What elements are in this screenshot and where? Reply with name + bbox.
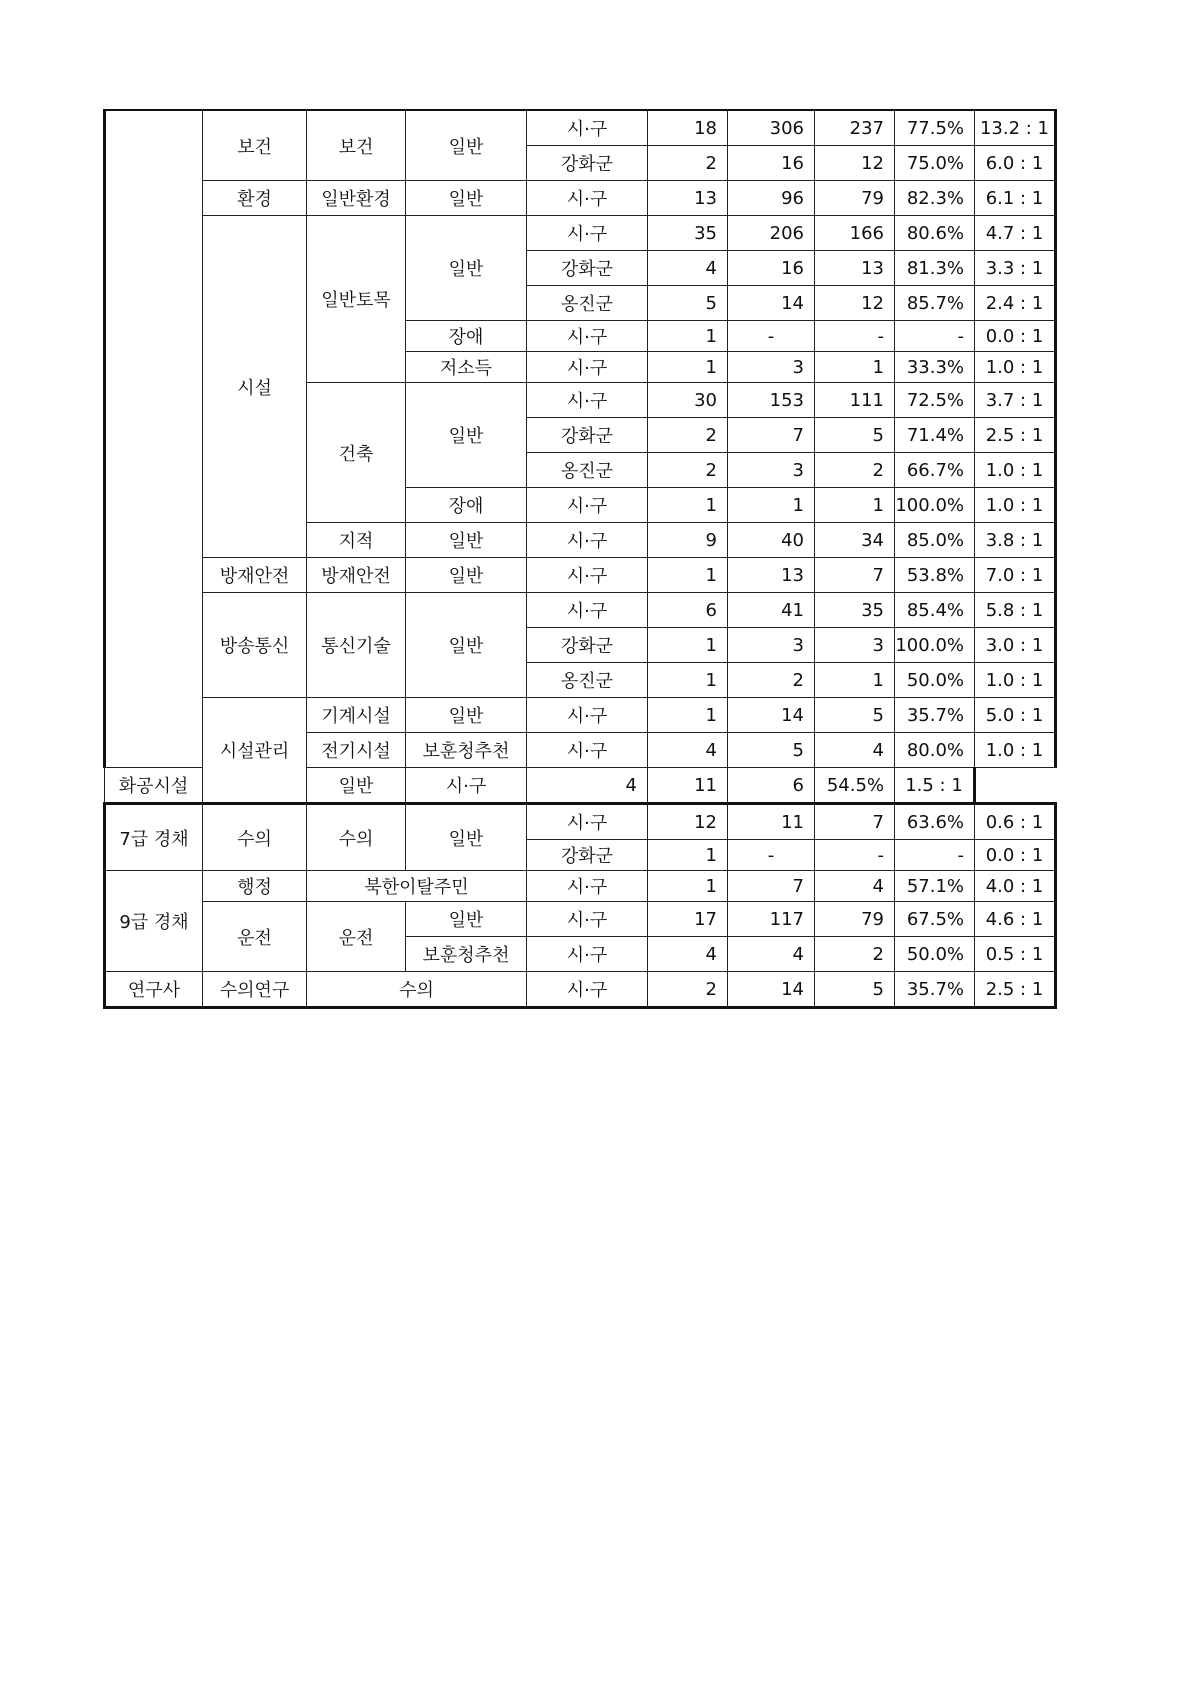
table-cell: 일반 (406, 698, 527, 733)
table-cell: 17 (648, 902, 728, 937)
table-cell: 수의 (307, 804, 406, 871)
table-cell: 1.0 : 1 (975, 488, 1056, 523)
table-cell: 100.0% (895, 488, 975, 523)
table-cell: 시설 (203, 216, 307, 558)
table-cell: 보건 (307, 110, 406, 181)
table-cell: 35.7% (895, 698, 975, 733)
table-cell: 66.7% (895, 453, 975, 488)
table-cell: 일반 (406, 216, 527, 321)
table-cell: 시·구 (527, 972, 648, 1008)
table-cell: 5.8 : 1 (975, 593, 1056, 628)
table-cell: - (728, 321, 815, 352)
table-cell: 0.0 : 1 (975, 321, 1056, 352)
table-cell: 4 (648, 733, 728, 768)
table-cell: 4 (648, 937, 728, 972)
table-cell: 18 (648, 110, 728, 146)
table-cell: 시·구 (527, 181, 648, 216)
table-cell: 시·구 (527, 698, 648, 733)
table-cell: 운전 (203, 902, 307, 972)
table-cell: 1 (648, 488, 728, 523)
table-cell: 13 (648, 181, 728, 216)
table-row (105, 110, 1056, 146)
table-cell: 71.4% (895, 418, 975, 453)
table-cell: 1 (648, 628, 728, 663)
table-cell: 방송통신 (203, 593, 307, 698)
table-cell: 30 (648, 383, 728, 418)
table-cell: 전기시설 (307, 733, 406, 768)
table-row (105, 181, 1056, 216)
table-cell: 96 (728, 181, 815, 216)
table-cell: 35 (815, 593, 895, 628)
table-cell: 3.3 : 1 (975, 251, 1056, 286)
table-cell: 1.0 : 1 (975, 352, 1056, 383)
table-cell: 4 (815, 871, 895, 902)
table-cell: 시·구 (527, 937, 648, 972)
table-cell: 5.0 : 1 (975, 698, 1056, 733)
table-row (105, 972, 1056, 1008)
table-cell: 일반토목 (307, 216, 406, 383)
blank-cell (105, 110, 203, 768)
table-cell: 1 (648, 663, 728, 698)
table-cell: 77.5% (895, 110, 975, 146)
table-row (105, 558, 1056, 593)
table-cell: 5 (815, 698, 895, 733)
table-cell: 2 (815, 937, 895, 972)
table-cell: 시·구 (527, 523, 648, 558)
table-body (105, 110, 1056, 1008)
table-cell: 3.7 : 1 (975, 383, 1056, 418)
table-cell: 1 (728, 488, 815, 523)
table-cell: 85.4% (895, 593, 975, 628)
table-cell: 206 (728, 216, 815, 251)
table-cell: 4.7 : 1 (975, 216, 1056, 251)
table-cell: 5 (728, 733, 815, 768)
table-cell: 1.0 : 1 (975, 453, 1056, 488)
table-row (105, 871, 1056, 902)
table-cell: 35.7% (895, 972, 975, 1008)
table-cell: 9급 경채 (105, 871, 203, 972)
table-cell: 14 (728, 286, 815, 321)
table-cell: 환경 (203, 181, 307, 216)
table-cell: 저소득 (406, 352, 527, 383)
table-cell: 1 (648, 871, 728, 902)
table-cell: 1.5 : 1 (895, 768, 975, 804)
table-cell: 237 (815, 110, 895, 146)
table-cell: 수의 (307, 972, 527, 1008)
table-cell: 시·구 (527, 216, 648, 251)
table-cell: 14 (728, 972, 815, 1008)
table-cell: 80.6% (895, 216, 975, 251)
table-cell: 시·구 (527, 488, 648, 523)
table-cell: 옹진군 (527, 286, 648, 321)
table-cell: 강화군 (527, 251, 648, 286)
table-cell: 13.2 : 1 (975, 110, 1056, 146)
table-cell: 6.1 : 1 (975, 181, 1056, 216)
table-cell: 7.0 : 1 (975, 558, 1056, 593)
table-cell: - (895, 321, 975, 352)
table-cell: 53.8% (895, 558, 975, 593)
table-cell: 7급 경채 (105, 804, 203, 871)
table-cell: 시·구 (527, 902, 648, 937)
table-cell: 80.0% (895, 733, 975, 768)
table-cell: 33.3% (895, 352, 975, 383)
table-cell: 5 (815, 972, 895, 1008)
table-cell: - (815, 840, 895, 871)
table-cell: 일반환경 (307, 181, 406, 216)
table-cell: 강화군 (527, 146, 648, 181)
table-cell: 117 (728, 902, 815, 937)
table-cell: 3 (728, 628, 815, 663)
table-cell: 보훈청추천 (406, 733, 527, 768)
table-cell: 화공시설 (105, 768, 203, 804)
table-cell: 장애 (406, 321, 527, 352)
table-cell: 13 (815, 251, 895, 286)
table-cell: 75.0% (895, 146, 975, 181)
table-cell: 79 (815, 181, 895, 216)
table-cell: 1.0 : 1 (975, 733, 1056, 768)
table-cell: 4 (728, 937, 815, 972)
table-cell: 일반 (406, 804, 527, 871)
table-cell: 일반 (406, 383, 527, 488)
table-cell: 1 (648, 352, 728, 383)
table-cell: 166 (815, 216, 895, 251)
table-cell: 시·구 (527, 804, 648, 840)
table-cell: 3 (815, 628, 895, 663)
table-cell: 6 (728, 768, 815, 804)
table-cell: 16 (728, 146, 815, 181)
table-cell: 0.5 : 1 (975, 937, 1056, 972)
table-cell: 일반 (406, 558, 527, 593)
table-cell: 3 (728, 453, 815, 488)
table-cell: 시·구 (527, 110, 648, 146)
table-cell: 6.0 : 1 (975, 146, 1056, 181)
table-cell: 5 (815, 418, 895, 453)
table-cell: 시·구 (527, 871, 648, 902)
table-cell: 2 (815, 453, 895, 488)
table-cell: 방재안전 (203, 558, 307, 593)
table-cell: 6 (648, 593, 728, 628)
table-cell: 3 (728, 352, 815, 383)
table-cell: 시설관리 (203, 698, 307, 804)
table-cell: 50.0% (895, 937, 975, 972)
table-cell: 4 (815, 733, 895, 768)
table-cell: 7 (815, 558, 895, 593)
table-cell: 0.0 : 1 (975, 840, 1056, 871)
table-cell: 수의 (203, 804, 307, 871)
table-cell: 연구사 (105, 972, 203, 1008)
table-cell: 14 (728, 698, 815, 733)
table-cell: 63.6% (895, 804, 975, 840)
table-cell: - (728, 840, 815, 871)
table-cell: 5 (648, 286, 728, 321)
table-cell: 40 (728, 523, 815, 558)
table-cell: 건축 (307, 383, 406, 523)
table-cell: 2 (728, 663, 815, 698)
table-cell: 행정 (203, 871, 307, 902)
table-cell: 시·구 (527, 321, 648, 352)
table-cell: 2.5 : 1 (975, 972, 1056, 1008)
table-cell: 2.4 : 1 (975, 286, 1056, 321)
table-cell: 50.0% (895, 663, 975, 698)
table-row (105, 804, 1056, 840)
table-cell: 1 (815, 488, 895, 523)
table-cell: 2 (648, 453, 728, 488)
table-cell: 12 (648, 804, 728, 840)
table-cell: 4.0 : 1 (975, 871, 1056, 902)
table-cell: 시·구 (406, 768, 527, 804)
table-cell: 1.0 : 1 (975, 663, 1056, 698)
table-cell: 통신기술 (307, 593, 406, 698)
table-row (105, 902, 1056, 937)
table-cell: 지적 (307, 523, 406, 558)
table-cell: 일반 (406, 523, 527, 558)
table-cell: 72.5% (895, 383, 975, 418)
table-cell: 13 (728, 558, 815, 593)
table-cell: 7 (728, 418, 815, 453)
table-cell: 34 (815, 523, 895, 558)
table-cell: 일반 (406, 181, 527, 216)
table-cell: 3.0 : 1 (975, 628, 1056, 663)
table-cell: 41 (728, 593, 815, 628)
table-cell: 4.6 : 1 (975, 902, 1056, 937)
table-cell: 85.7% (895, 286, 975, 321)
table-cell: 기계시설 (307, 698, 406, 733)
table-cell: - (895, 840, 975, 871)
table-cell: 1 (815, 663, 895, 698)
table-cell: 1 (815, 352, 895, 383)
table-cell: 57.1% (895, 871, 975, 902)
table-cell: 11 (728, 804, 815, 840)
table-cell: 시·구 (527, 352, 648, 383)
table-cell: 강화군 (527, 840, 648, 871)
table-cell: 12 (815, 146, 895, 181)
table-cell: 85.0% (895, 523, 975, 558)
table-cell: 시·구 (527, 383, 648, 418)
table-cell: 1 (648, 558, 728, 593)
table-cell: 보훈청추천 (406, 937, 527, 972)
table-cell: 일반 (406, 110, 527, 181)
table-cell: 12 (815, 286, 895, 321)
table-cell: 1 (648, 698, 728, 733)
table-cell: 일반 (406, 902, 527, 937)
table-cell: 보건 (203, 110, 307, 181)
table-cell: 7 (728, 871, 815, 902)
table-cell: 북한이탈주민 (307, 871, 527, 902)
table-cell: 수의연구 (203, 972, 307, 1008)
table-cell: 9 (648, 523, 728, 558)
table-cell: 4 (527, 768, 648, 804)
table-cell: 306 (728, 110, 815, 146)
table-cell: 81.3% (895, 251, 975, 286)
recruitment-stats-table (103, 109, 1057, 1009)
table-cell: 강화군 (527, 418, 648, 453)
table-cell: 2.5 : 1 (975, 418, 1056, 453)
table-cell: 시·구 (527, 558, 648, 593)
table-cell: 일반 (406, 593, 527, 698)
table-cell: 4 (648, 251, 728, 286)
table-cell: 시·구 (527, 593, 648, 628)
table-cell: 1 (648, 840, 728, 871)
table-cell: 방재안전 (307, 558, 406, 593)
table-cell: 111 (815, 383, 895, 418)
table-cell: 강화군 (527, 628, 648, 663)
table-cell: 153 (728, 383, 815, 418)
table-cell: 2 (648, 972, 728, 1008)
table-cell: 16 (728, 251, 815, 286)
table-cell: 82.3% (895, 181, 975, 216)
table-cell: 79 (815, 902, 895, 937)
table-cell: 54.5% (815, 768, 895, 804)
table-row (105, 698, 1056, 733)
table-cell: 100.0% (895, 628, 975, 663)
table-cell: 2 (648, 146, 728, 181)
table-cell: 3.8 : 1 (975, 523, 1056, 558)
table-cell: 35 (648, 216, 728, 251)
table-cell: 2 (648, 418, 728, 453)
table-cell: 67.5% (895, 902, 975, 937)
table-row (105, 216, 1056, 251)
table-cell: 옹진군 (527, 453, 648, 488)
table-cell: 시·구 (527, 733, 648, 768)
table-cell: 0.6 : 1 (975, 804, 1056, 840)
table-cell: 운전 (307, 902, 406, 972)
table-cell: 1 (648, 321, 728, 352)
table-cell: 옹진군 (527, 663, 648, 698)
table-row (105, 593, 1056, 628)
table-cell: 장애 (406, 488, 527, 523)
table-cell: 7 (815, 804, 895, 840)
table-cell: 11 (648, 768, 728, 804)
table-cell: - (815, 321, 895, 352)
table-cell: 일반 (307, 768, 406, 804)
